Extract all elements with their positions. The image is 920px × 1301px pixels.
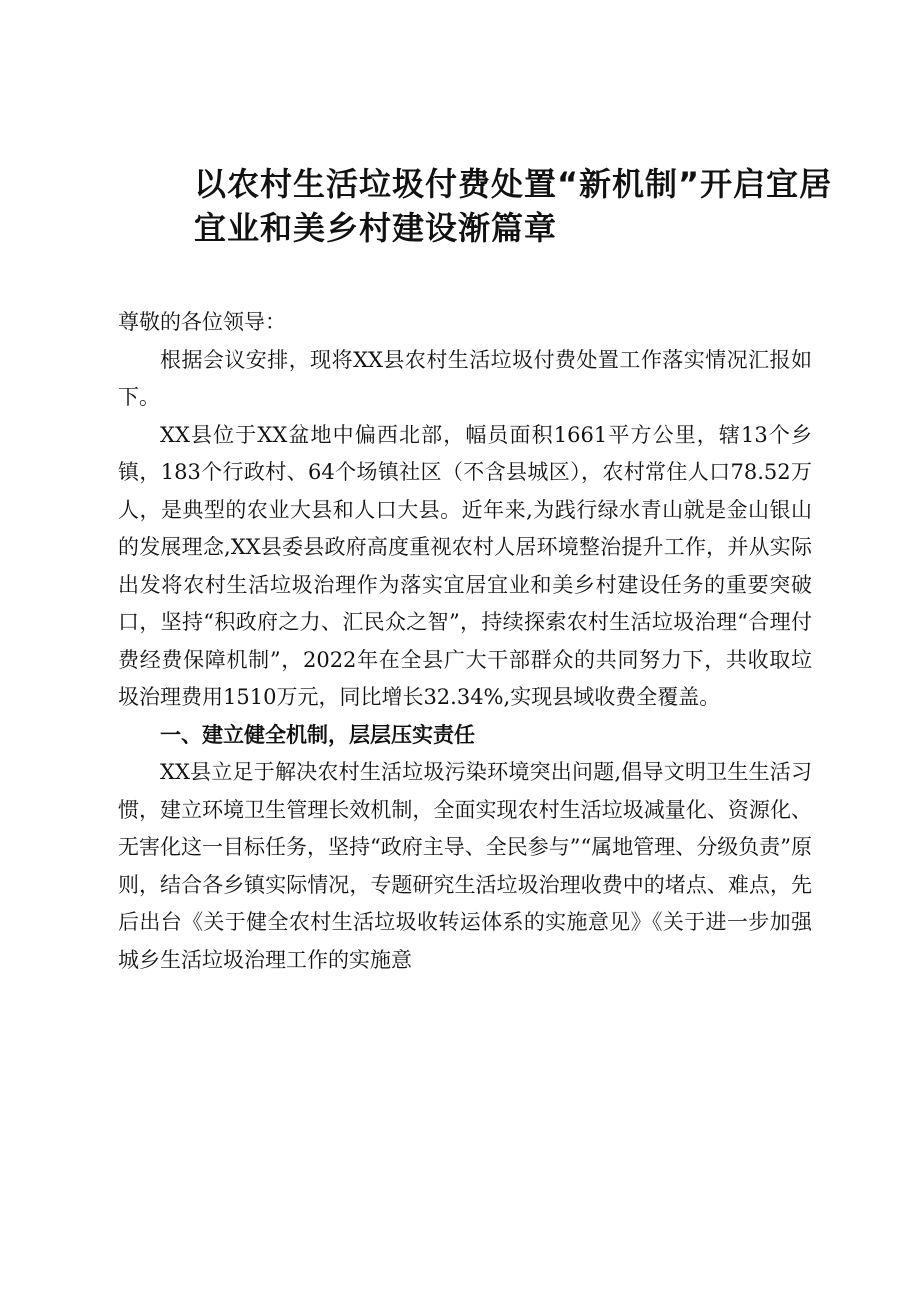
paragraph-intro: 根据会议安排，现将XX县农村生活垃圾付费处置工作落实情况汇报如下。: [118, 347, 812, 409]
document-title: [194, 162, 834, 250]
section-1-paragraph: XX县立足于解决农村生活垃圾污染环境突出问题,倡导文明卫生生活习惯，建立环境卫生管理长效机制，全面实现农村生活垃圾减量化、资源化、无害化这一目标任务，坚持“政府主导、全民参与”“属地管理、分级负责”原则，结合各乡镇实际情况，专题研究生活垃圾治理收费中的堵点、难点，先后出台《关于健全农村生活垃圾收转运体系的实施意见》《关于进一步加强城乡生活垃圾治理工作的实施意: [118, 760, 812, 972]
paragraph-overview: XX县位于XX盆地中偏西北部，幅员面积1661平方公里，辖13个乡镇，183个行政村、64个场镇社区（不含县城区），农村常住人口78.52万人，是典型的农业大县和人口大县。近年来,为践行绿水青山就是金山银山的发展理念,XX县委县政府高度重视农村人居环境整治提升工作，并从实际出发将农村生活垃圾治理作为落实宜居宜业和美乡村建设任务的重要突破口，坚持“积政府之力、汇民众之智”，持续探索农村生活垃圾治理“合理付费经费保障机制”，2022年在全县广大干部群众的共同努力下，共收取垃圾治理费用1510万元，同比增长32.34%,实现县域收费全覆盖。: [118, 422, 812, 709]
title-line-2: 宜业和美乡村建设渐篇章: [194, 209, 558, 247]
section-heading-1: 一、建立健全机制，层层压实责任: [160, 722, 475, 747]
document-body: [118, 304, 812, 979]
title-line-1: 以农村生活垃圾付费处置“新机制”开启宜居: [194, 165, 833, 203]
salutation: 尊敬的各位领导：: [118, 310, 286, 334]
